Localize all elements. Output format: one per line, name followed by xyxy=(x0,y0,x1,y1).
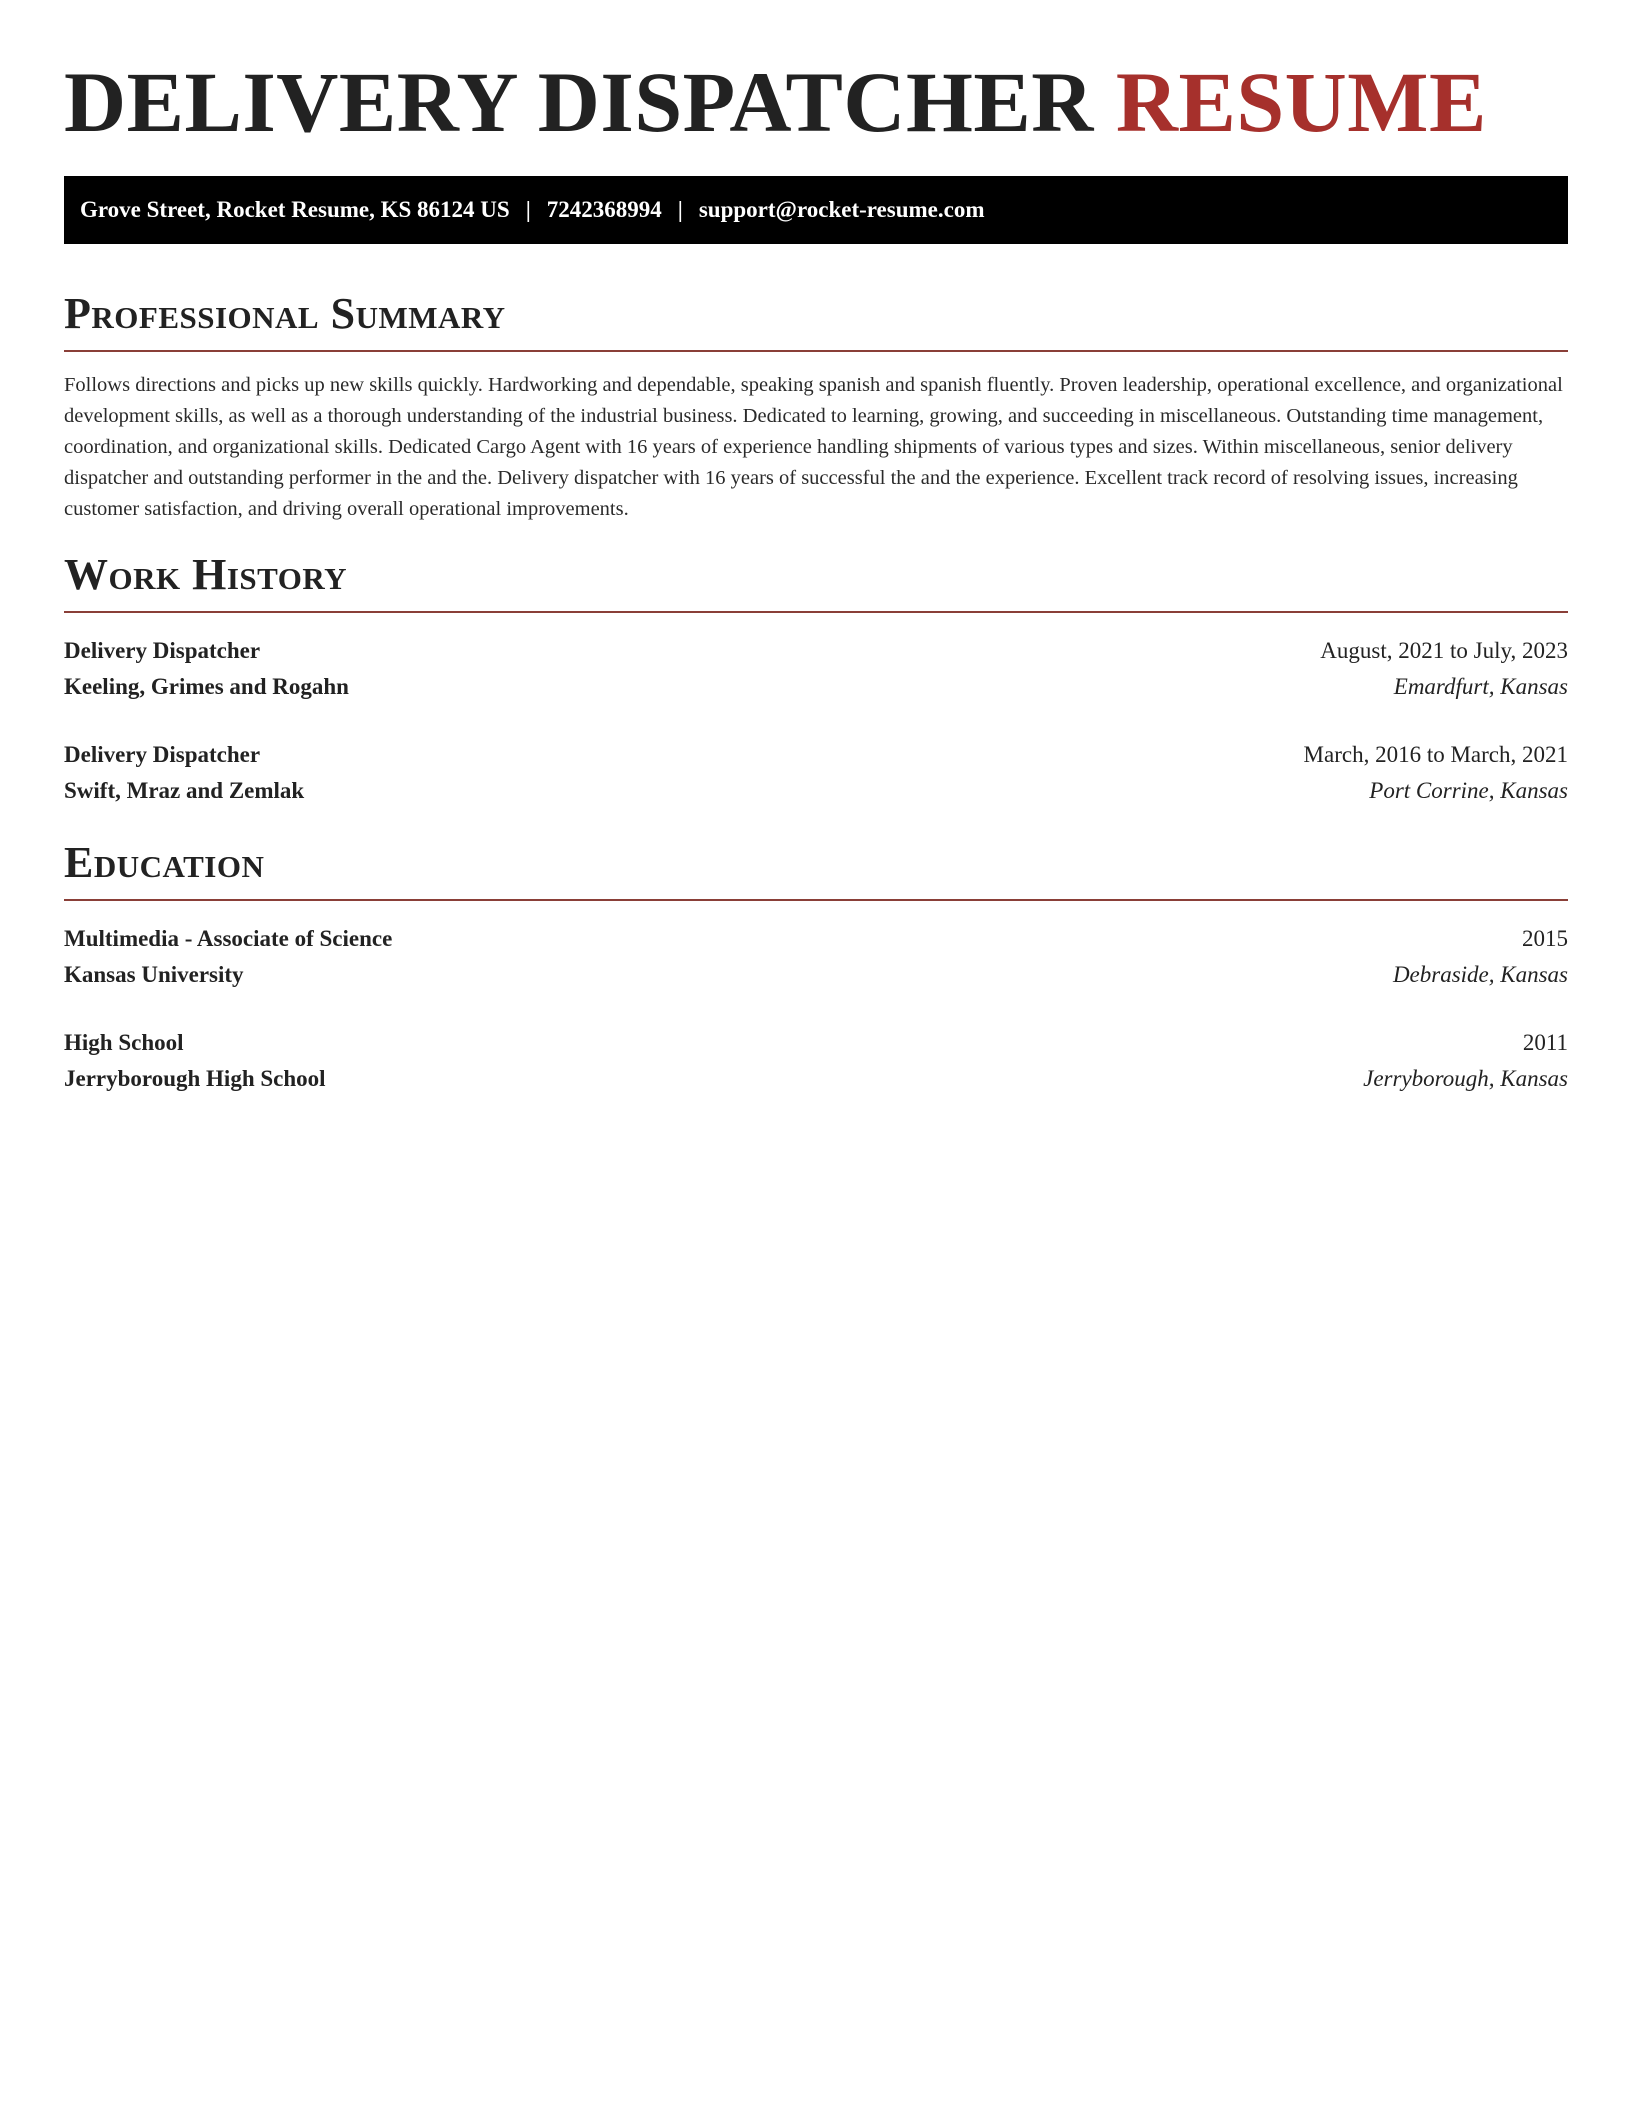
education-entry xyxy=(64,1025,1568,1097)
education-entry-top-row xyxy=(64,921,1568,957)
resume-page xyxy=(64,0,1568,1097)
education-list xyxy=(64,921,1568,1097)
company-name: Keeling, Grimes and Rogahn xyxy=(64,674,349,699)
work-entry-top-row xyxy=(64,737,1568,773)
contact-bar xyxy=(64,176,1568,244)
degree-name: High School xyxy=(64,1030,184,1055)
title-accent: RESUME xyxy=(1115,54,1487,150)
contact-separator: | xyxy=(677,197,683,222)
summary-heading: Professional Summary xyxy=(64,288,1568,352)
education-entry-bottom-row xyxy=(64,957,1568,993)
work-entry-bottom-row xyxy=(64,773,1568,809)
graduation-year: 2011 xyxy=(1522,1030,1568,1055)
summary-text: Follows directions and picks up new skills quickly. Hardworking and dependable, speaking spanish and spanish fluently. Proven leadership, operational excellence, and organizational development skills, as well as a thorough understanding of the industrial business. Dedicated to learning, growing, and succeeding in miscellaneous. Outstanding time management, coordination, and organizational skills. Dedicated Cargo Agent with 16 years of experience handling shipments of various types and sizes. Within miscellaneous, senior delivery dispatcher and outstanding performer in the and the. Delivery dispatcher with 16 years of successful the and the experience. Excellent track record of resolving issues, increasing customer satisfaction, and driving overall operational improvements. xyxy=(64,374,1563,520)
title-main: DELIVERY DISPATCHER xyxy=(64,54,1094,150)
school-location: Jerryborough, Kansas xyxy=(1363,1066,1568,1091)
company-name: Swift, Mraz and Zemlak xyxy=(64,778,305,803)
job-title: Delivery Dispatcher xyxy=(64,742,261,767)
job-title: Delivery Dispatcher xyxy=(64,638,261,663)
education-heading: Education xyxy=(64,837,1568,901)
education-entry-top-row xyxy=(64,1025,1568,1061)
school-name: Kansas University xyxy=(64,962,244,987)
work-entry-bottom-row xyxy=(64,669,1568,705)
work-entry xyxy=(64,633,1568,705)
education-entry-bottom-row xyxy=(64,1061,1568,1097)
work-history-heading: Work History xyxy=(64,549,1568,613)
degree-name: Multimedia - Associate of Science xyxy=(64,926,393,951)
job-location: Emardfurt, Kansas xyxy=(1393,674,1568,699)
school-location: Debraside, Kansas xyxy=(1392,962,1568,987)
work-history-list xyxy=(64,633,1568,809)
education-entry xyxy=(64,921,1568,993)
contact-email: support@rocket-resume.com xyxy=(698,197,985,222)
contact-separator: | xyxy=(525,197,531,222)
graduation-year: 2015 xyxy=(1522,926,1568,951)
job-dates: March, 2016 to March, 2021 xyxy=(1303,742,1568,767)
contact-phone: 7242368994 xyxy=(546,197,662,222)
work-entry-top-row xyxy=(64,633,1568,669)
resume-title xyxy=(64,0,1568,152)
job-dates: August, 2021 to July, 2023 xyxy=(1320,638,1568,663)
school-name: Jerryborough High School xyxy=(64,1066,326,1091)
job-location: Port Corrine, Kansas xyxy=(1369,778,1568,803)
contact-address: Grove Street, Rocket Resume, KS 86124 US xyxy=(80,197,510,222)
work-entry xyxy=(64,737,1568,809)
